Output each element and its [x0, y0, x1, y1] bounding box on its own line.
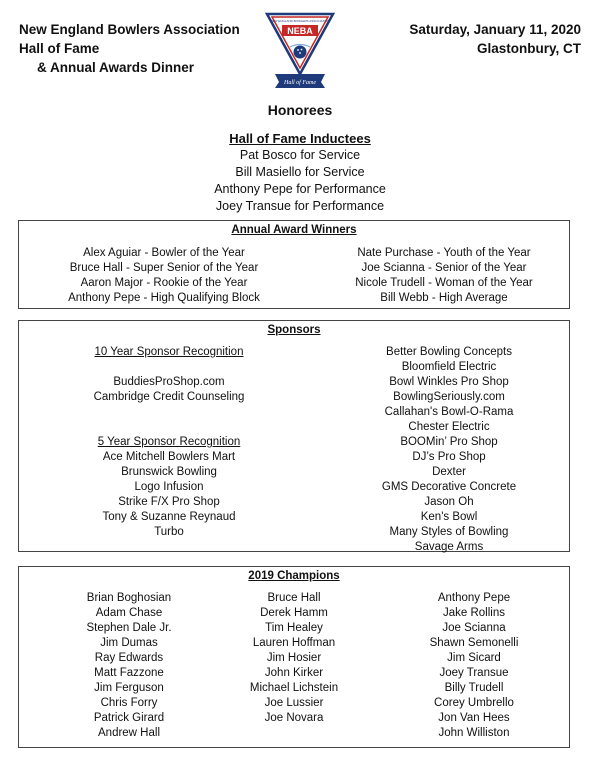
sponsor-item: Ace Mitchell Bowlers Mart: [102, 451, 236, 463]
sponsor-item: Chester Electric: [408, 421, 490, 433]
awards-dinner-line: & Annual Awards Dinner: [37, 60, 195, 75]
champion-name: Matt Fazzone: [94, 667, 164, 679]
champion-name: Jim Ferguson: [94, 682, 164, 694]
sponsor-item: BuddiesProShop.com: [113, 376, 225, 388]
inductee-item: Bill Masiello for Service: [235, 165, 365, 179]
sponsor-item: GMS Decorative Concrete: [381, 481, 517, 493]
inductee-item: Joey Transue for Performance: [215, 199, 385, 213]
inductee-item: Anthony Pepe for Performance: [214, 182, 386, 196]
champion-name: John Kirker: [264, 667, 324, 679]
awards-right-column: [319, 246, 569, 306]
five-year-heading: 5 Year Sponsor Recognition: [97, 436, 241, 448]
champion-name: Brian Boghosian: [86, 592, 172, 604]
inductee-list: [0, 147, 600, 215]
ten-year-heading: 10 Year Sponsor Recognition: [94, 346, 244, 358]
event-date: Saturday, January 11, 2020: [409, 22, 581, 37]
event-location: Glastonbury, CT: [476, 41, 581, 56]
champions-column-1: [49, 591, 209, 741]
sponsor-item: Callahan's Bowl-O-Rama: [384, 406, 514, 418]
champion-name: Billy Trudell: [444, 682, 504, 694]
champions-column-2: [214, 591, 374, 726]
award-item: Anthony Pepe - High Qualifying Block: [68, 292, 260, 304]
sponsor-item: Bowl Winkles Pro Shop: [389, 376, 509, 388]
sponsor-item: BowlingSeriously.com: [393, 391, 505, 403]
sponsor-item: Dexter: [432, 466, 466, 478]
sponsor-item: Bloomfield Electric: [401, 361, 497, 373]
champion-name: Tim Healey: [265, 622, 323, 634]
annual-awards-heading: Annual Award Winners: [231, 224, 357, 236]
sponsor-item: Logo Infusion: [134, 481, 204, 493]
sponsor-item: DJ’s Pro Shop: [412, 451, 486, 463]
champion-name: Jim Dumas: [100, 637, 158, 649]
champion-name: Jim Sicard: [447, 652, 501, 664]
sponsor-item: Tony & Suzanne Reynaud: [102, 511, 236, 523]
champion-name: Derek Hamm: [260, 607, 328, 619]
champion-name: Andrew Hall: [98, 727, 160, 739]
organization-block: [19, 20, 240, 77]
sponsor-item: Strike F/X Pro Shop: [118, 496, 220, 508]
champion-name: Shawn Semonelli: [429, 637, 519, 649]
award-item: Alex Aguiar - Bowler of the Year: [83, 247, 245, 259]
champion-name: Adam Chase: [95, 607, 163, 619]
award-item: Nicole Trudell - Woman of the Year: [355, 277, 533, 289]
champion-name: Michael Lichstein: [249, 682, 339, 694]
bowling-ball-icon: [294, 46, 307, 59]
sponsor-item: Jason Oh: [424, 496, 474, 508]
champion-name: Corey Umbrello: [434, 697, 514, 709]
champion-name: Bruce Hall: [267, 592, 321, 604]
logo-ribbon-text: Hall of Fame: [284, 80, 316, 86]
award-item: Bruce Hall - Super Senior of the Year: [69, 262, 259, 274]
sponsor-item: Many Styles of Bowling: [389, 526, 509, 538]
sponsor-item: Savage Arms: [414, 541, 484, 553]
champion-name: Joe Scianna: [442, 622, 506, 634]
honorees-heading: Honorees: [267, 102, 333, 118]
champion-name: Lauren Hoffman: [252, 637, 336, 649]
logo-acronym: NEBA: [287, 26, 313, 36]
champion-name: Chris Forry: [100, 697, 158, 709]
champion-name: Stephen Dale Jr.: [86, 622, 172, 634]
award-item: Joe Scianna - Senior of the Year: [361, 262, 527, 274]
inductee-item: Pat Bosco for Service: [239, 148, 361, 162]
champion-name: Ray Edwards: [94, 652, 164, 664]
sponsor-item: Brunswick Bowling: [121, 466, 217, 478]
hall-of-fame-inductees-heading: Hall of Fame Inductees: [229, 131, 371, 146]
logo-org-text: NEW ENGLAND BOWLERS ASSOCIATION: [270, 19, 330, 23]
champion-name: Anthony Pepe: [437, 592, 511, 604]
champions-box: [18, 566, 570, 748]
sponsors-right-column: [339, 345, 559, 555]
event-info: [409, 20, 581, 58]
sponsor-item: Cambridge Credit Counseling: [93, 391, 245, 403]
champion-name: Jake Rollins: [443, 607, 505, 619]
sponsor-item: Better Bowling Concepts: [386, 346, 512, 358]
champions-heading: 2019 Champions: [248, 570, 340, 582]
neba-hall-of-fame-logo: [265, 12, 335, 90]
champion-name: Joe Lussier: [264, 697, 324, 709]
champion-name: John Williston: [438, 727, 510, 739]
sponsor-item: Ken's Bowl: [420, 511, 478, 523]
champion-name: Joe Novara: [264, 712, 324, 724]
hall-of-fame-line: Hall of Fame: [19, 41, 100, 56]
five-year-sponsors: [59, 435, 279, 540]
sponsors-box: [18, 320, 570, 552]
sponsor-item: Turbo: [154, 526, 184, 538]
ten-year-sponsors: [59, 345, 279, 405]
sponsors-heading: Sponsors: [267, 324, 321, 336]
org-name: New England Bowlers Association: [19, 22, 240, 37]
award-item: Nate Purchase - Youth of the Year: [357, 247, 531, 259]
sponsor-item: BOOMin’ Pro Shop: [400, 436, 498, 448]
annual-awards-box: [18, 220, 570, 309]
award-item: Bill Webb - High Average: [380, 292, 508, 304]
awards-left-column: [39, 246, 289, 306]
champions-column-3: [394, 591, 554, 741]
champion-name: Jon Van Hees: [438, 712, 510, 724]
champion-name: Patrick Girard: [93, 712, 165, 724]
award-item: Aaron Major - Rookie of the Year: [80, 277, 248, 289]
champion-name: Joey Transue: [439, 667, 509, 679]
champion-name: Jim Hosier: [266, 652, 322, 664]
